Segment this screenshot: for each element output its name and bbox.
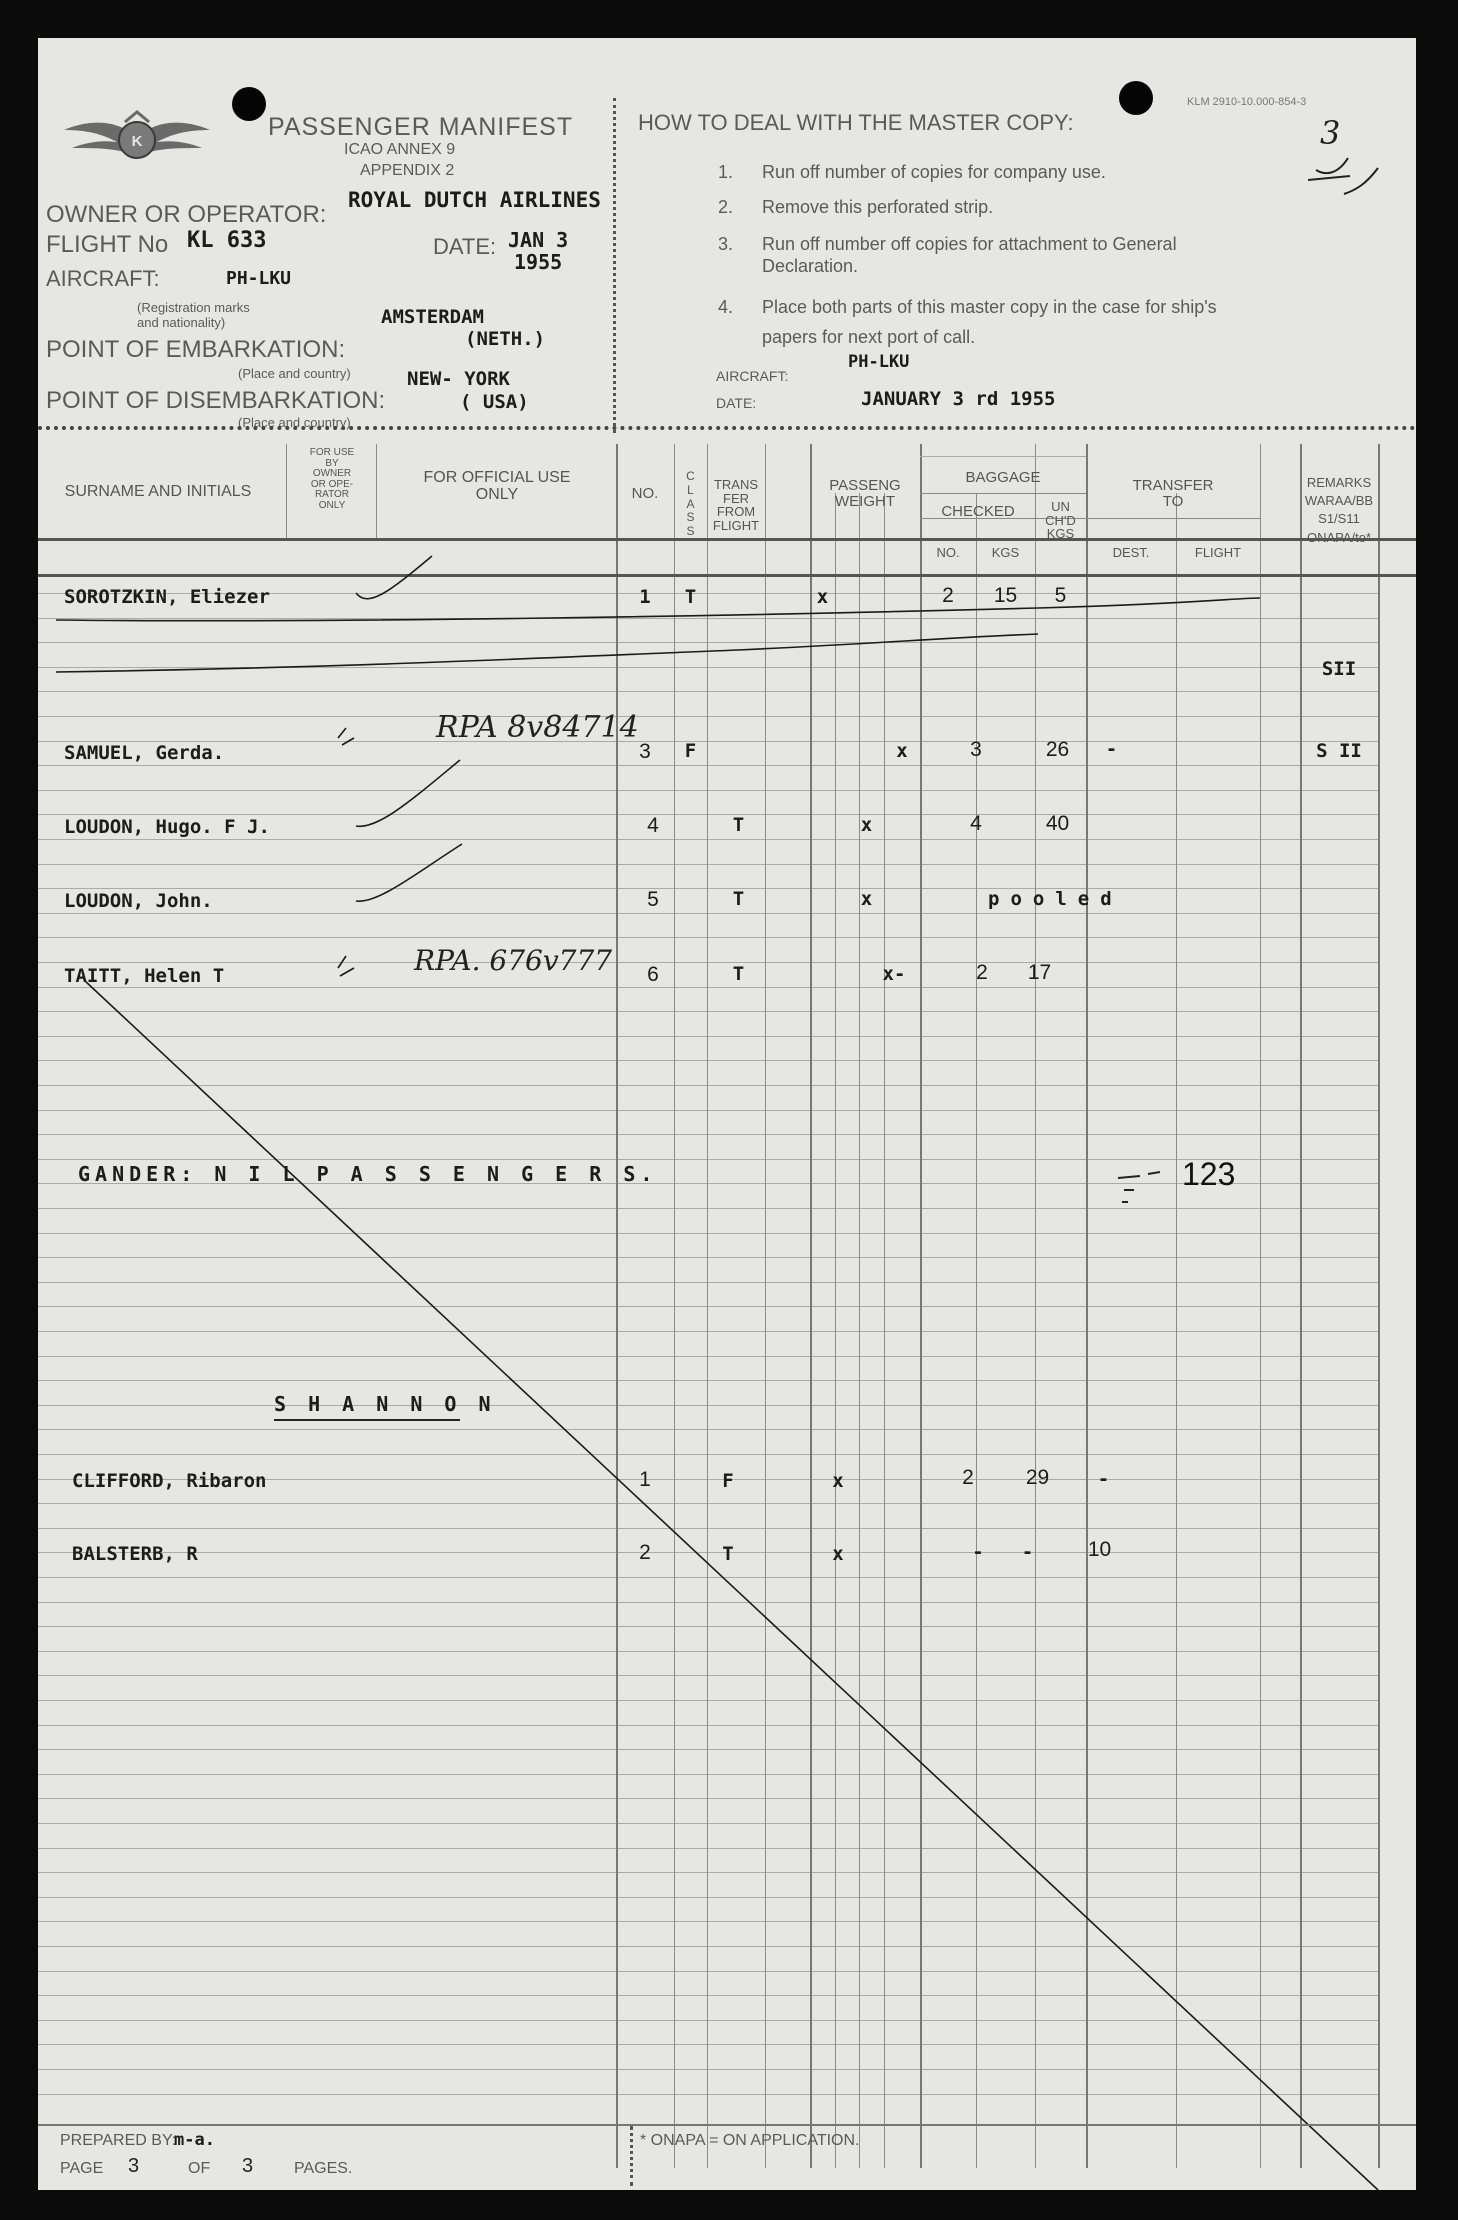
passenger-class: T [732,963,745,985]
passenger-class: T [732,814,745,836]
svg-text:K: K [131,133,143,150]
pages-label: PAGES. [294,2160,353,2177]
passenger-name: BALSTERB, R [72,1543,198,1565]
class-letter: A [686,496,695,511]
bag-kgs: 15 [993,584,1018,607]
instruction-text: Run off number off copies for attachment to General [762,234,1177,254]
instruction-number: 4. [718,297,734,317]
passenger-name: SOROTZKIN, Eliezer [64,586,270,608]
owner-label: OWNER OR OPERATOR: [46,201,327,228]
transfer-from-line: FLIGHT [712,517,760,533]
passenger-weight: x [860,814,873,836]
bag-no: 2 [962,1466,974,1489]
remark-sii: SII [1321,658,1357,680]
owner-use-line: OWNER [312,468,352,479]
shannon-title: S H A N N O N [274,1392,496,1416]
unchecked-line: KGS [1046,526,1075,542]
col-header-surname: SURNAME AND INITIALS [64,483,252,500]
owner-use-line: OR OPE- [310,478,354,490]
date-value-day: JAN 3 [508,228,569,252]
transfer-from-line: TRANS [713,477,759,492]
passenger-name: LOUDON, Hugo. F J. [64,816,270,838]
passenger-class: F [722,1470,734,1492]
aircraft-value: PH-LKU [226,268,292,289]
instruction-text: Place both parts of this master copy in the case for ship's [762,297,1217,317]
gander-note: GANDER: N I L P A S S E N G E R S. [78,1162,658,1186]
transfer-from-line: FROM [716,504,756,520]
instructions-date-value: JANUARY 3 rd 1955 [861,388,1056,410]
embarkation-country: (NETH.) [465,328,546,350]
class-letter: L [687,482,694,497]
owner-use-line: FOR USE [309,447,355,458]
transfer-from-line: FER [723,490,749,506]
owner-use-line: ONLY [318,499,346,511]
manifest-title: PASSENGER MANIFEST [268,113,574,141]
remarks-line: REMARKS [1306,475,1372,490]
remarks-line: WARAA/BB [1304,493,1374,509]
passeng-weight-line: WEIGHT [835,492,895,510]
bag-kgs: 40 [1045,812,1070,835]
manifest-subtitle-appendix: APPENDIX 2 [360,162,455,179]
disembarkation-place-note: (Place and country) [238,415,351,430]
instructions-date-label: DATE: [716,395,757,411]
col-header-no: NO. [631,485,659,502]
registration-note-2: and nationality) [137,315,226,330]
passenger-no: 5 [647,888,659,911]
bag-kgs: - [1021,1541,1034,1563]
passenger-name: LOUDON, John. [64,890,213,912]
passenger-name: CLIFFORD, Ribaron [72,1470,267,1492]
page-value: 3 [128,2155,140,2177]
disembarkation-country: ( USA) [460,391,529,413]
remarks-line: S1/S11 [1318,511,1360,527]
owner-value: ROYAL DUTCH AIRLINES [348,188,601,212]
unchecked-line: UN [1051,499,1070,514]
remarks-line: ONAPA/to* [1306,529,1372,545]
passenger-name: SAMUEL, Gerda. [64,742,225,764]
transfer-to-line: TO [1162,492,1184,510]
bag-no: 2 [942,584,954,607]
col-header-checked-no: NO. [936,545,960,560]
aircraft-label: AIRCRAFT: [46,266,160,291]
page-label: PAGE [60,2160,104,2177]
footer-rule [38,2124,1416,2126]
flight-value: KL 633 [187,228,267,253]
instruction-number: 2. [718,197,734,217]
registration-note-1: (Registration marks [137,300,250,315]
instruction-text: Run off number of copies for company use. [762,162,1106,182]
manifest-subtitle-annex: ICAO ANNEX 9 [344,141,456,158]
instruction-text: papers for next port of call. [762,327,976,347]
passenger-class: T [684,586,697,608]
bag-kgs: 17 [1027,961,1052,984]
owner-use-line: RATOR [314,489,350,500]
page-mark: 3 [1320,114,1341,152]
form-code: KLM 2910-10.000-854-3 [1187,96,1307,108]
bag-pooled: pooled [988,888,1123,910]
bag-kgs: 26 [1045,738,1070,761]
passenger-class: F [684,740,697,762]
onapa-note: * ONAPA = ON APPLICATION. [640,2132,860,2149]
instructions-aircraft-label: AIRCRAFT: [716,368,789,384]
instruction-text: Declaration. [762,256,859,276]
passenger-no: 6 [647,963,659,986]
passenger-remarks: S II [1316,740,1362,762]
passenger-weight: x- [882,963,906,985]
class-letter: S [686,524,695,539]
bag-no: 2 [976,961,988,984]
class-letter: S [686,510,695,525]
of-value: 3 [242,2155,254,2177]
disembarkation-label: POINT OF DISEMBARKATION: [46,387,386,414]
passenger-no: 1 [639,586,651,608]
date-value-year: 1955 [514,250,563,274]
passenger-weight: x [860,888,873,910]
bag-no: - [972,1541,984,1563]
unchecked-line: CH'D [1045,512,1076,528]
instruction-number: 1. [718,162,734,182]
instruction-text: Remove this perforated strip. [762,197,994,217]
owner-use-line: BY [325,457,339,469]
bag-kgs: 29 [1025,1466,1050,1489]
gander-number: 123 [1182,1156,1236,1192]
official-annotation: RPA 8v84714 [436,710,639,745]
bag-unchecked: - [1097,1468,1110,1490]
flight-label: FLIGHT No [46,231,169,258]
col-header-baggage: BAGGAGE [965,469,1041,486]
official-line: FOR OFFICIAL USE [423,469,571,486]
instructions-title: HOW TO DEAL WITH THE MASTER COPY: [638,110,1074,135]
col-header-flight: FLIGHT [1194,545,1242,560]
passenger-no: 2 [639,1541,651,1564]
col-header-checked: CHECKED [941,503,1015,520]
passenger-class: T [722,1543,734,1565]
prepared-by-value: m-a. [174,2130,215,2150]
bag-unchecked: - [1105,738,1118,760]
passenger-no: 3 [639,740,651,763]
bag-no: 3 [970,738,982,761]
prepared-by-label: PREPARED BY: [60,2132,177,2149]
passeng-weight-line: PASSENG [829,477,901,494]
bag-unchecked: 10 [1087,1538,1112,1561]
bag-no: 4 [970,812,982,835]
footer-perforation [630,2126,633,2186]
bag-unchecked: 5 [1054,584,1067,607]
of-label: OF [188,2160,211,2177]
date-label: DATE: [433,234,497,259]
instruction-number: 3. [718,234,734,254]
embarkation-place-note: (Place and country) [238,366,351,381]
passenger-no: 1 [639,1468,651,1491]
official-annotation: RPA. 676v777 [414,944,613,977]
instructions-aircraft-value: PH-LKU [848,352,910,372]
passenger-class: T [732,888,745,910]
transfer-to-line: TRANSFER [1132,477,1214,494]
passenger-name: TAITT, Helen T [64,965,225,987]
passenger-weight: x [832,1470,844,1492]
passenger-weight: x [896,740,908,762]
handwritten-strokes [38,38,1416,2190]
embarkation-label: POINT OF EMBARKATION: [46,336,346,363]
manifest-sheet [38,38,1416,2190]
embarkation-city: AMSTERDAM [381,306,484,328]
official-line: ONLY [475,485,519,503]
passenger-no: 4 [647,814,659,837]
passenger-weight: x [816,586,829,608]
disembarkation-city: NEW- YORK [407,368,510,390]
col-header-checked-kgs: KGS [991,545,1020,560]
passenger-weight: x [832,1543,844,1565]
class-letter: C [686,469,695,483]
col-header-dest: DEST. [1112,545,1150,560]
